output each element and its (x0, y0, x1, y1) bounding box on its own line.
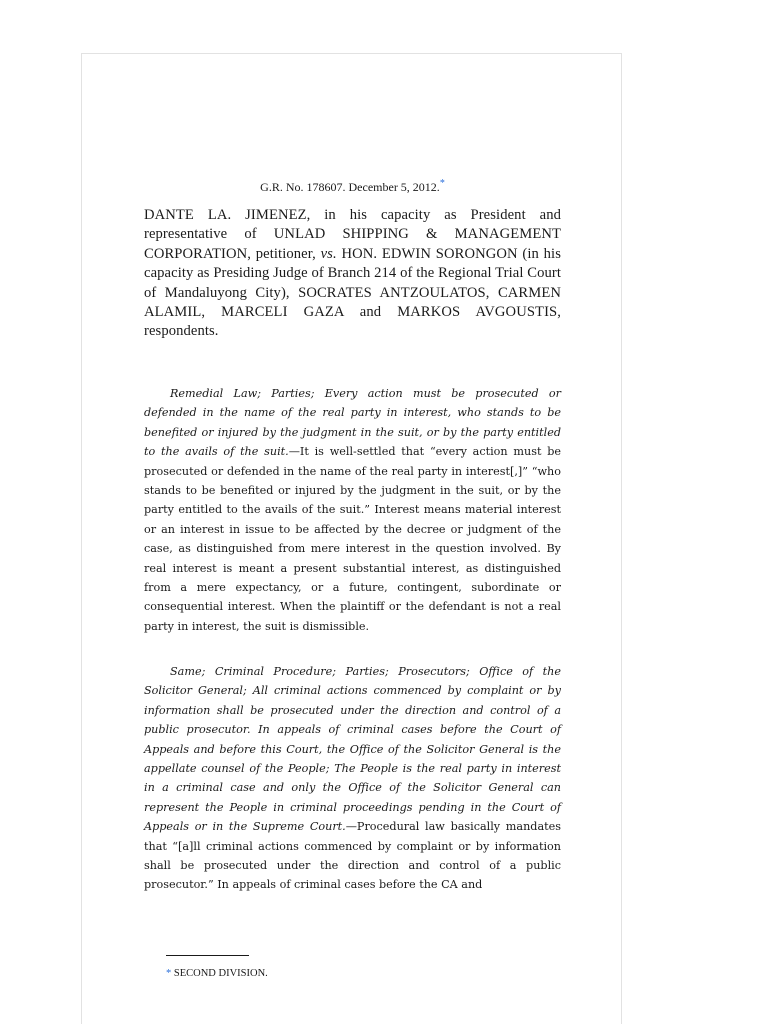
syllabus-1-heading: Remedial Law; Parties; Every action must be prosecuted or defended in the name of the real party in interest, who stands to be benefited or injured by the judgment in the suit, or by the party entitled to the avails of the suit. (144, 387, 561, 459)
syllabus-paragraph-2 (144, 662, 561, 895)
footnote-divider (166, 955, 249, 956)
gr-line: G.R. No. 178607. December 5, 2012. (260, 180, 440, 194)
syllabus-2-text: —Procedural law basically mandates that “[a]ll criminal actions commenced by complaint or by information shall be prosecuted under the direction and control of a public prosecutor.” In appeals of criminal cases before the CA and (144, 820, 561, 892)
footnote-marker[interactable]: * (439, 178, 445, 189)
syllabus-2-heading: Same; Criminal Procedure; Parties; Prosecutors; Office of the Solicitor General; All criminal actions commenced by complaint or by information shall be prosecuted under the direction and control of a public prosecutor. In appeals of criminal cases before the Court of Appeals and before this Court, the Office of the Solicitor General is the appellate counsel of the People; The People is the real party in interest in a criminal case and only the Office of the Solicitor General can represent the People in criminal proceedings pending in the Court of Appeals or in the Supreme Court. (144, 665, 561, 834)
footnote-star: * (166, 968, 172, 979)
footnote (166, 968, 268, 979)
case-number-date (144, 178, 561, 195)
syllabus-1-text: —It is well-settled that “every action must be prosecuted or defended in the name of the real party in interest[,]” “who stands to be benefited or injured by the judgment in the suit, or by the party entitled to the avails of the suit.” Interest means material interest or an interest in issue to be affected by the decree or judgment of the case, as distinguished from mere interest in the question involved. By real interest is meant a present substantial interest, as distinguished from a mere expectancy, or a future, contingent, subordinate or consequential interest. When the plaintiff or the defendant is not a real party in interest, the suit is dismissible. (144, 445, 561, 633)
document-page (81, 53, 622, 1024)
footnote-text: SECOND DIVISION. (171, 968, 268, 979)
caption-part-1: DANTE LA. JIMENEZ, in his capacity as President and representative of UNLAD SHIPPING & MANAGEMENT CORPORATION, petitioner, (144, 207, 561, 262)
case-caption (144, 206, 561, 342)
caption-vs: vs. (320, 245, 337, 262)
syllabus-paragraph-1 (144, 384, 561, 636)
caption-part-2: HON. EDWIN SORONGON (in his capacity as Presiding Judge of Branch 214 of the Regional Trial Court of Mandaluyong City), SOCRATES ANTZOULATOS, CARMEN ALAMIL, MARCELI GAZA and MARKOS AVGOUSTIS, respondents. (144, 245, 561, 340)
